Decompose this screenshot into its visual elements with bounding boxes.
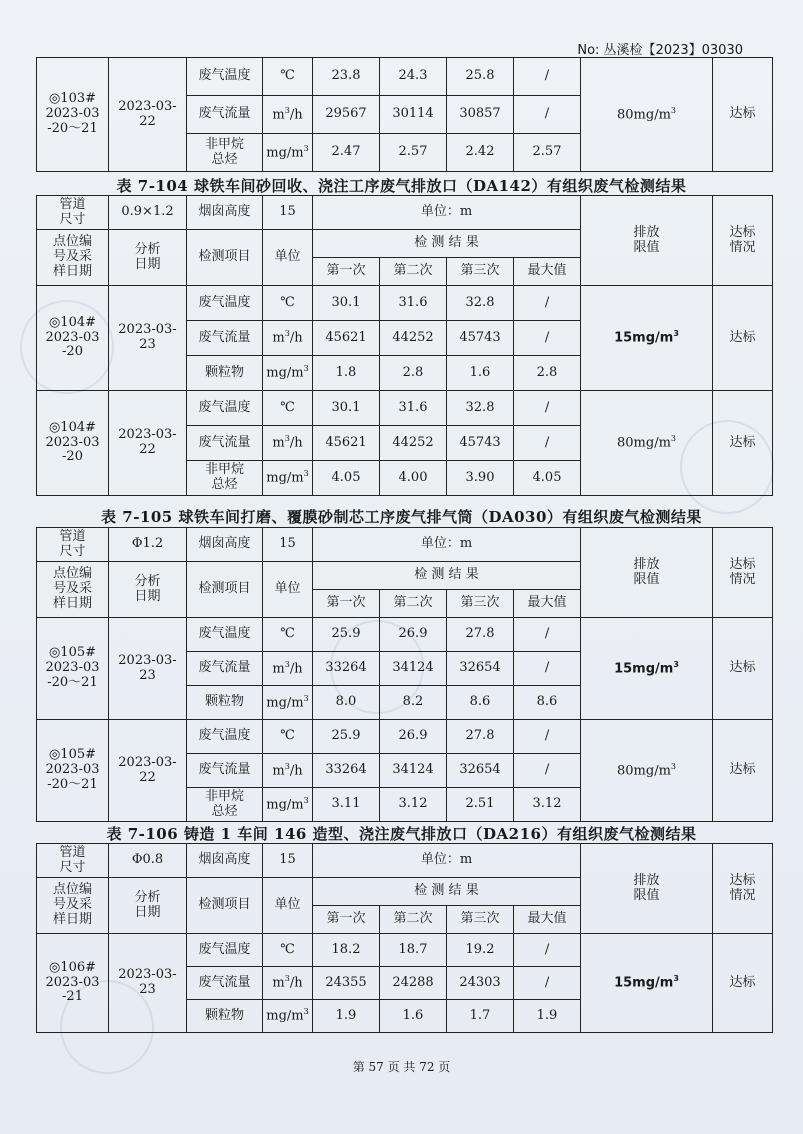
- value-first: 33264: [313, 652, 380, 686]
- value-third: 32654: [447, 652, 514, 686]
- value-third: 27.8: [447, 618, 514, 652]
- date-header: 分析 日期: [109, 562, 187, 618]
- stack-height-label: 烟囱高度: [187, 844, 263, 878]
- value-max: 1.9: [514, 1000, 581, 1033]
- unit: $mg/m^3$: [263, 1000, 313, 1033]
- value-third: 45743: [447, 321, 514, 356]
- value-second: 26.9: [380, 720, 447, 754]
- test-item: 废气流量: [187, 967, 263, 1000]
- value-second: 44252: [380, 426, 447, 461]
- test-item: 颗粒物: [187, 686, 263, 720]
- value-max: /: [514, 967, 581, 1000]
- compliance-status: 达标: [713, 58, 773, 172]
- pipe-size-label: 管道 尺寸: [37, 844, 109, 878]
- results-header: 检 测 结 果: [313, 878, 581, 906]
- unit: $m^3/h$: [263, 96, 313, 134]
- value-second: 2.57: [380, 134, 447, 172]
- unit: $m^3/h$: [263, 321, 313, 356]
- value-first: 3.11: [313, 788, 380, 822]
- emission-limit: $80mg/m^3$: [581, 58, 713, 172]
- pipe-size-label: 管道 尺寸: [37, 196, 109, 230]
- value-first: 25.9: [313, 720, 380, 754]
- table-row: [37, 286, 773, 321]
- emission-limit: $15mg/m^3$: [581, 618, 713, 720]
- sample-point-id: ◎104# 2023-03 -20: [37, 391, 109, 496]
- unit-label: 单位：m: [313, 528, 581, 562]
- compliance-status: 达标: [713, 934, 773, 1033]
- value-third: 1.6: [447, 356, 514, 391]
- table-row: [37, 391, 773, 426]
- result-table: [36, 195, 773, 496]
- value-third: 24303: [447, 967, 514, 1000]
- results-header: 检 测 结 果: [313, 562, 581, 590]
- value-max: /: [514, 652, 581, 686]
- point-header: 点位编 号及采 样日期: [37, 562, 109, 618]
- unit: $mg/m^3$: [263, 788, 313, 822]
- unit: $mg/m^3$: [263, 686, 313, 720]
- value-max: /: [514, 286, 581, 321]
- value-second: 30114: [380, 96, 447, 134]
- emission-limit: $15mg/m^3$: [581, 934, 713, 1033]
- first-header: 第一次: [313, 258, 380, 286]
- value-third: 25.8: [447, 58, 514, 96]
- stack-height-value: 15: [263, 196, 313, 230]
- value-first: 29567: [313, 96, 380, 134]
- value-second: 18.7: [380, 934, 447, 967]
- second-header: 第二次: [380, 590, 447, 618]
- status-header: 达标 情况: [713, 196, 773, 286]
- value-first: 18.2: [313, 934, 380, 967]
- value-second: 44252: [380, 321, 447, 356]
- value-max: /: [514, 58, 581, 96]
- value-third: 3.90: [447, 461, 514, 496]
- point-header: 点位编 号及采 样日期: [37, 878, 109, 934]
- test-item: 废气流量: [187, 96, 263, 134]
- value-first: 33264: [313, 754, 380, 788]
- unit-header: 单位: [263, 562, 313, 618]
- analysis-date: 2023-03- 23: [109, 286, 187, 391]
- analysis-date: 2023-03- 22: [109, 720, 187, 822]
- value-max: 4.05: [514, 461, 581, 496]
- value-max: 2.57: [514, 134, 581, 172]
- test-item: 废气流量: [187, 754, 263, 788]
- test-item: 废气流量: [187, 426, 263, 461]
- item-header: 检测项目: [187, 562, 263, 618]
- table-row: [37, 58, 773, 96]
- stack-height-value: 15: [263, 528, 313, 562]
- unit-label: 单位：m: [313, 196, 581, 230]
- value-first: 45621: [313, 321, 380, 356]
- status-header: 达标 情况: [713, 528, 773, 618]
- value-second: 1.6: [380, 1000, 447, 1033]
- value-max: 3.12: [514, 788, 581, 822]
- stack-height-label: 烟囱高度: [187, 196, 263, 230]
- value-third: 32.8: [447, 391, 514, 426]
- value-first: 1.8: [313, 356, 380, 391]
- table-caption: 表 7-106 铸造 1 车间 146 造型、浇注废气排放口（DA216）有组织废气检测结果: [106, 825, 697, 843]
- value-max: /: [514, 754, 581, 788]
- status-header: 达标 情况: [713, 844, 773, 934]
- unit: $mg/m^3$: [263, 356, 313, 391]
- sample-point-id: ◎104# 2023-03 -20: [37, 286, 109, 391]
- test-item: 废气温度: [187, 58, 263, 96]
- value-second: 3.12: [380, 788, 447, 822]
- value-max: /: [514, 618, 581, 652]
- value-second: 31.6: [380, 286, 447, 321]
- value-second: 8.2: [380, 686, 447, 720]
- first-header: 第一次: [313, 906, 380, 934]
- analysis-date: 2023-03- 23: [109, 618, 187, 720]
- third-header: 第三次: [447, 590, 514, 618]
- value-first: 23.8: [313, 58, 380, 96]
- third-header: 第三次: [447, 906, 514, 934]
- test-item: 废气温度: [187, 286, 263, 321]
- table-row: [37, 618, 773, 652]
- item-header: 检测项目: [187, 878, 263, 934]
- result-table: [36, 57, 773, 172]
- unit: $m^3/h$: [263, 426, 313, 461]
- results-header: 检 测 结 果: [313, 230, 581, 258]
- unit-label: 单位：m: [313, 844, 581, 878]
- pipe-size-value: 0.9×1.2: [109, 196, 187, 230]
- value-third: 32654: [447, 754, 514, 788]
- date-header: 分析 日期: [109, 230, 187, 286]
- emission-limit: $80mg/m^3$: [581, 391, 713, 496]
- second-header: 第二次: [380, 258, 447, 286]
- unit: ℃: [263, 618, 313, 652]
- stack-height-label: 烟囱高度: [187, 528, 263, 562]
- value-max: /: [514, 321, 581, 356]
- value-max: /: [514, 96, 581, 134]
- value-max: /: [514, 391, 581, 426]
- value-max: /: [514, 934, 581, 967]
- sample-point-id: ◎105# 2023-03 -20～21: [37, 720, 109, 822]
- test-item: 废气流量: [187, 321, 263, 356]
- table-caption: 表 7-104 球铁车间砂回收、浇注工序废气排放口（DA142）有组织废气检测结果: [116, 177, 687, 195]
- test-item: 废气温度: [187, 934, 263, 967]
- value-first: 25.9: [313, 618, 380, 652]
- analysis-date: 2023-03- 22: [109, 391, 187, 496]
- value-second: 26.9: [380, 618, 447, 652]
- unit: $m^3/h$: [263, 652, 313, 686]
- analysis-date: 2023-03- 22: [109, 58, 187, 172]
- test-item: 废气温度: [187, 618, 263, 652]
- value-first: 4.05: [313, 461, 380, 496]
- result-table: [36, 843, 773, 1033]
- value-first: 30.1: [313, 286, 380, 321]
- test-item: 非甲烷 总烃: [187, 134, 263, 172]
- value-second: 34124: [380, 754, 447, 788]
- value-first: 30.1: [313, 391, 380, 426]
- unit: $mg/m^3$: [263, 134, 313, 172]
- table-row: [37, 934, 773, 967]
- value-first: 1.9: [313, 1000, 380, 1033]
- compliance-status: 达标: [713, 720, 773, 822]
- sample-point-id: ◎106# 2023-03 -21: [37, 934, 109, 1033]
- sample-point-id: ◎103# 2023-03 -20～21: [37, 58, 109, 172]
- value-third: 45743: [447, 426, 514, 461]
- value-second: 24.3: [380, 58, 447, 96]
- unit: $mg/m^3$: [263, 461, 313, 496]
- emission-limit: $80mg/m^3$: [581, 720, 713, 822]
- test-item: 废气温度: [187, 720, 263, 754]
- max-header: 最大值: [514, 258, 581, 286]
- value-second: 34124: [380, 652, 447, 686]
- compliance-status: 达标: [713, 391, 773, 496]
- max-header: 最大值: [514, 590, 581, 618]
- result-table: [36, 527, 773, 822]
- document-number: No: 丛溪检【2023】03030: [577, 43, 743, 58]
- analysis-date: 2023-03- 23: [109, 934, 187, 1033]
- unit: $m^3/h$: [263, 754, 313, 788]
- limit-header: 排放 限值: [581, 196, 713, 286]
- value-third: 27.8: [447, 720, 514, 754]
- third-header: 第三次: [447, 258, 514, 286]
- item-header: 检测项目: [187, 230, 263, 286]
- max-header: 最大值: [514, 906, 581, 934]
- point-header: 点位编 号及采 样日期: [37, 230, 109, 286]
- value-third: 2.42: [447, 134, 514, 172]
- compliance-status: 达标: [713, 286, 773, 391]
- value-max: 2.8: [514, 356, 581, 391]
- value-first: 2.47: [313, 134, 380, 172]
- unit-header: 单位: [263, 230, 313, 286]
- pipe-size-value: Φ0.8: [109, 844, 187, 878]
- value-second: 24288: [380, 967, 447, 1000]
- sample-point-id: ◎105# 2023-03 -20～21: [37, 618, 109, 720]
- value-third: 1.7: [447, 1000, 514, 1033]
- value-second: 31.6: [380, 391, 447, 426]
- unit: ℃: [263, 58, 313, 96]
- unit: ℃: [263, 391, 313, 426]
- limit-header: 排放 限值: [581, 844, 713, 934]
- table-row: [37, 720, 773, 754]
- unit: ℃: [263, 934, 313, 967]
- unit: ℃: [263, 720, 313, 754]
- second-header: 第二次: [380, 906, 447, 934]
- compliance-status: 达标: [713, 618, 773, 720]
- test-item: 非甲烷 总烃: [187, 788, 263, 822]
- pipe-size-label: 管道 尺寸: [37, 528, 109, 562]
- value-third: 8.6: [447, 686, 514, 720]
- test-item: 废气温度: [187, 391, 263, 426]
- value-first: 24355: [313, 967, 380, 1000]
- stack-height-value: 15: [263, 844, 313, 878]
- unit: $m^3/h$: [263, 967, 313, 1000]
- value-third: 2.51: [447, 788, 514, 822]
- date-header: 分析 日期: [109, 878, 187, 934]
- value-first: 8.0: [313, 686, 380, 720]
- test-item: 废气流量: [187, 652, 263, 686]
- unit-header: 单位: [263, 878, 313, 934]
- limit-header: 排放 限值: [581, 528, 713, 618]
- value-max: 8.6: [514, 686, 581, 720]
- first-header: 第一次: [313, 590, 380, 618]
- table-caption: 表 7-105 球铁车间打磨、覆膜砂制芯工序废气排气筒（DA030）有组织废气检测结果: [101, 508, 702, 526]
- value-max: /: [514, 720, 581, 754]
- pipe-size-value: Φ1.2: [109, 528, 187, 562]
- test-item: 非甲烷 总烃: [187, 461, 263, 496]
- value-first: 45621: [313, 426, 380, 461]
- unit: ℃: [263, 286, 313, 321]
- value-max: /: [514, 426, 581, 461]
- value-third: 30857: [447, 96, 514, 134]
- value-second: 2.8: [380, 356, 447, 391]
- test-item: 颗粒物: [187, 356, 263, 391]
- page-footer: 第 57 页 共 72 页: [352, 1060, 451, 1074]
- value-third: 32.8: [447, 286, 514, 321]
- value-third: 19.2: [447, 934, 514, 967]
- emission-limit: $15mg/m^3$: [581, 286, 713, 391]
- value-second: 4.00: [380, 461, 447, 496]
- test-item: 颗粒物: [187, 1000, 263, 1033]
